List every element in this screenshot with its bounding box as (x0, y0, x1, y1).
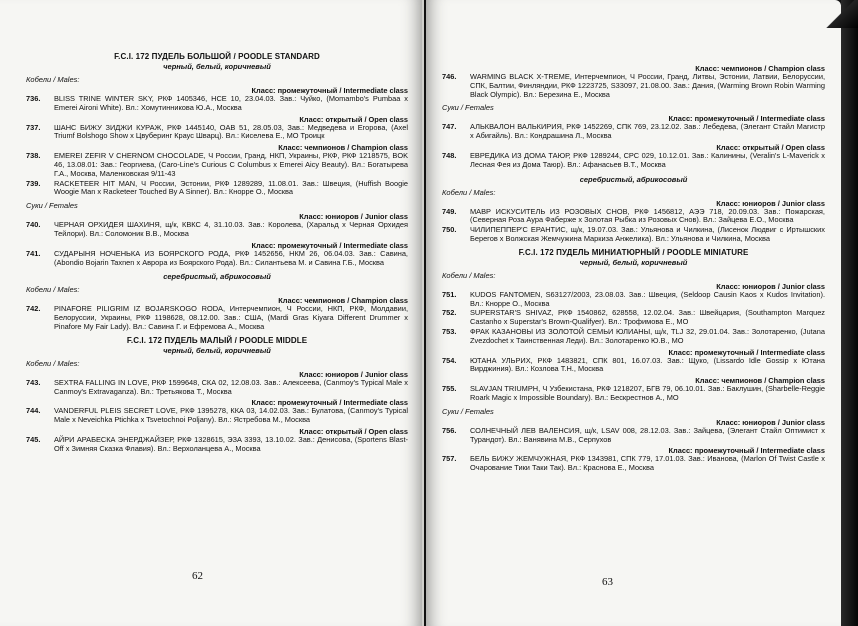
entry-number: 744. (26, 406, 41, 416)
catalog-entry (442, 152, 825, 170)
entry-number: 750. (442, 225, 457, 235)
catalog-entry (26, 221, 408, 239)
class-heading: Класс: юниоров / Junior class (716, 281, 825, 291)
class-heading: Класс: чемпионов / Champion class (695, 64, 825, 73)
entry-number: 751. (442, 289, 457, 299)
catalog-entry (26, 250, 408, 268)
class-heading: Класс: юниоров / Junior class (716, 198, 825, 208)
catalog-entry (442, 309, 825, 327)
entry-text: PINAFORE PILIGRIM IZ BOJARSKOGO RODA, Интерчемпион, Ч России, НКП, РКФ, Молдавии, Белоруссии, Украины, РКФ 1198628, 08.12.00. Зав.: США, (Mardi Gras Kiyara Different Drummer x Pinafore My Fair Lady). Вл.: Савина Г. и Ефремова А., Москва (54, 304, 408, 331)
left-page-content (26, 52, 408, 454)
entry-text: WARMING BLACK X-TREME, Интерчемпион, Ч России, Гранд, Литвы, Эстонии, Латвии, Белоруссии, СПК, Балтии, Финляндии, РКФ 1223725, S33097, 21.08.00. Зав.: Дания, (Warming Brown Robin Warming Black Olympic). Вл.: Березина Е., Москва (470, 72, 825, 99)
entry-number: 738. (26, 151, 41, 161)
sex-heading: Кобели / Males: (26, 285, 80, 295)
class-heading: Класс: промежуточный / Intermediate class (668, 347, 825, 357)
entry-number: 740. (26, 220, 41, 230)
catalog-entry (442, 226, 825, 244)
right-page (426, 0, 841, 626)
sex-heading: Кобели / Males: (26, 358, 80, 368)
catalog-entry (26, 436, 408, 454)
breed-section-title: F.C.I. 172 ПУДЕЛЬ МИНИАТЮРНЫЙ / POODLE MINIATURE (518, 247, 749, 257)
catalog-entry (442, 427, 825, 445)
breed-colors-subtitle: черный, белый, коричневый (163, 345, 271, 355)
entry-number: 755. (442, 384, 457, 394)
entry-number: 746. (442, 72, 457, 81)
class-heading: Класс: промежуточный / Intermediate class (251, 240, 408, 250)
catalog-entry (26, 407, 408, 425)
catalog-entry (26, 379, 408, 397)
sex-heading: Суки / Females (442, 103, 494, 113)
class-heading: Класс: промежуточный / Intermediate class (251, 86, 408, 95)
catalog-entry (26, 180, 408, 198)
entry-number: 747. (442, 122, 457, 132)
entry-text: BLISS TRINE WINTER SKY, РКФ 1405346, HCE 10, 23.04.03. Зав.: Чуйко, (Momambo's Pumbaa x Emerei Aironi White). Вл.: Хомутинникова Ю.А., Москва (54, 94, 408, 112)
entry-number: 742. (26, 304, 41, 314)
entry-number: 745. (26, 434, 41, 444)
catalog-entry (26, 152, 408, 178)
entry-text: ЮТАНА УЛЬРИХ, РКФ 1483821, СПК 801, 16.07.03. Зав.: Щуко, (Lissardo Idle Gossip x Ютана Вирджиния). Вл.: Козлова Т.Н., Москва (470, 355, 825, 374)
breed-section-title: F.C.I. 172 ПУДЕЛЬ БОЛЬШОЙ / POODLE STANDARD (114, 52, 320, 61)
entry-number: 748. (442, 150, 457, 160)
entry-text: SUPERSTAR'S SHIVAZ, РКФ 1540862, 628558, 12.02.04. Зав.: Швейцария, (Southampton Marquez Castanho x Superstar's Brown-Qualifyer). Вл.: Трофимова Е., МО (470, 308, 825, 327)
class-heading: Класс: открытый / Open class (716, 142, 825, 152)
entry-text: МАВР ИСКУСИТЕЛЬ ИЗ РОЗОВЫХ СНОВ, РКФ 1456812, АЭЭ 718, 20.09.03. Зав.: Пожарская, (Северная Роза Аура Фаберже x Золотая Рыбка из Розовых Снов). Вл.: Зайцева Е.О., Москва (470, 206, 825, 225)
entry-text: ЧИЛИПЕППЕР'С ЕРАНТИС, щ/к, 19.07.03. Зав.: Ульянова и Чилкина, (Лисенок Людвиг с Иртышских Берегов x Волжская Жемчужина Маркиза Анжелика). Вл.: Ульянова и Чилкина, Москва (470, 225, 825, 243)
sex-heading: Кобели / Males: (442, 187, 496, 197)
catalog-entry (442, 357, 825, 375)
entry-text: EMEREI ZEFIR V CHERNOM CHOCOLADE, Ч России, Гранд, НКП, Украины, РКФ, РКФ 1218575, BOK 46, 13.08.01: Зав.: Георгиева, (Caro-Line's Curious C Columbus x Emerei Aicy Beauty). Вл.: Богатырева Г.А., Москва, Маленковская 9/11-43 (54, 151, 408, 178)
entry-text: VANDERFUL PLEIS SECRET LOVE, РКФ 1395278, ККА 03, 14.02.03. Зав.: Булатова, (Canmoy's Typical Male x Neveichka Ptichka x Tsvetochnoi Poljany). Вл.: Ястребова М., Москва (54, 406, 408, 425)
class-heading: Класс: промежуточный / Intermediate class (668, 114, 825, 124)
entry-text: ЧЕРНАЯ ОРХИДЕЯ ШАХИНЯ, щ/к, КВКС 4, 31.10.03. Зав.: Королева, (Харальд x Черная Орхидея Тейлори). Вл.: Соломоник В.В., Москва (54, 220, 408, 238)
entry-text: SLAVJAN TRIUMPH, Ч Узбекистана, РКФ 1218207, БГВ 79, 06.10.01. Зав.: Баклушин, (Sharbelle-Reggie Roark Magic x Impossible Boundary). Вл.: Бескрестнов А., МО (470, 384, 825, 402)
entry-number: 756. (442, 425, 457, 435)
catalog-entry (442, 73, 825, 99)
sex-heading: Кобели / Males: (442, 270, 496, 280)
book-edge-shadow (841, 0, 858, 626)
entry-number: 741. (26, 248, 41, 258)
entry-number: 754. (442, 355, 457, 365)
catalog-entry (442, 123, 825, 141)
catalog-entry (442, 385, 825, 403)
sex-heading: Кобели / Males: (26, 75, 80, 84)
sex-heading: Суки / Females (26, 201, 78, 211)
entry-text: SEXTRA FALLING IN LOVE, РКФ 1599648, СКА 02, 12.08.03. Зав.: Алексеева, (Canmoy's Typical Male x Canmoy's Extravaganza). Вл.: Третьякова Т., Москва (54, 377, 408, 396)
catalog-entry (442, 328, 825, 346)
class-heading: Класс: юниоров / Junior class (716, 417, 825, 427)
page-corner-fold (824, 0, 858, 28)
entry-text: ФРАК КАЗАНОВЫ ИЗ ЗОЛОТОЙ СЕМЬИ ЮЛИАНЫ, щ/к, TLJ 32, 29.01.04. Зав.: Золотаренко, (Jutana Zvezdochet x Таинственная Леди). Вл.: Золотаренко Ю.В., МО (470, 326, 825, 345)
class-heading: Класс: открытый / Open class (299, 114, 408, 124)
entry-number: 736. (26, 94, 41, 103)
entry-number: 752. (442, 308, 457, 318)
catalog-entry (442, 455, 825, 473)
catalog-entry (26, 305, 408, 331)
catalog-entry (26, 95, 408, 113)
class-heading: Класс: промежуточный / Intermediate class (668, 446, 825, 456)
entry-text: БЕЛЬ БИЖУ ЖЕМЧУЖНАЯ, РКФ 1343981, СПК 779, 17.01.03. Зав.: Иванова, (Marlon Of Twist Castle x Очарование Тики Таки Так). Вл.: Краснова Е., Москва (470, 454, 825, 473)
class-heading: Класс: промежуточный / Intermediate class (251, 398, 408, 408)
class-heading: Класс: чемпионов / Champion class (278, 296, 408, 306)
entry-number: 737. (26, 122, 41, 132)
breed-colors-subtitle: черный, белый, коричневый (579, 257, 688, 267)
entry-text: KUDOS FANTOMEN, S63127/2003, 23.08.03. Зав.: Швеция, (Seldoop Causin Kaos x Kudos Invitation). Вл.: Кнорре О., Москва (470, 289, 825, 308)
left-page (0, 0, 424, 626)
class-heading: Класс: чемпионов / Champion class (278, 143, 408, 153)
entry-number: 739. (26, 178, 41, 188)
class-heading: Класс: юниоров / Junior class (299, 369, 408, 379)
color-group-heading: серебристый, абрикосовый (163, 272, 271, 282)
breed-section-title: F.C.I. 172 ПУДЕЛЬ МАЛЫЙ / POODLE MIDDLE (126, 335, 308, 345)
entry-text: СУДАРЫНЯ НОЧЕНЬКА ИЗ БОЯРСКОГО РОДА, РКФ 1452656, НКМ 26, 06.04.03. Зав.: Савина, (Abondio Bojarin Taxnen x Аврора из Боярского Рода). Вл.: Силантьева М. и Савина Г.Б., Москва (54, 248, 408, 267)
breed-colors-subtitle: черный, белый, коричневый (163, 62, 271, 71)
catalog-entry (442, 208, 825, 226)
class-heading: Класс: юниоров / Junior class (299, 212, 408, 222)
catalog-entry (26, 124, 408, 142)
entry-text: СОЛНЕЧНЫЙ ЛЕВ ВАЛЕНСИЯ, щ/к, LSAV 008, 28.12.03. Зав.: Зайцева, (Элегант Стайл Оптимист x Турандот). Вл.: Ванявина М.В., Серпухов (470, 425, 825, 444)
left-page-number: 62 (192, 570, 203, 582)
entry-text: ШАНС БИЖУ ЗИДЖИ КУРАЖ, РКФ 1445140, OAB 51, 28.05.03, Зав.: Медведева и Егорова, (Axel Triumf Bolshogo Show x Цвуберинг Краус Шварц). Вл.: Киселева Е., МО Троицк (54, 122, 408, 141)
entry-number: 757. (442, 454, 457, 464)
class-heading: Класс: открытый / Open class (299, 426, 408, 436)
entry-text: АЙРИ АРАБЕСКА ЭНЕРДЖАЙЗЕР, РКФ 1328615, ЭЗА 3393, 13.10.02. Зав.: Денисова, (Sportens Blast-Off x Зимняя Сказка Флавия). Вл.: Верхоланцева А., Москва (54, 434, 408, 453)
right-page-content (442, 64, 825, 473)
entry-text: АЛЬКВАЛОН ВАЛЬКИРИЯ, РКФ 1452269, СПК 769, 23.12.02. Зав.: Лебедева, (Элегант Стайл Магистр x Абигайль). Вл.: Кондрашина Л., Москва (470, 122, 825, 141)
catalog-entry (442, 291, 825, 309)
entry-text: ЕВРЕДИКА ИЗ ДОМА ТАЮР, РКФ 1289244, СРС 029, 10.12.01. Зав.: Калинины, (Veralin's L-Maverick x Лесная Фея из Дома Таюр). Вл.: Афанасьев В.Т., Москва (470, 150, 825, 169)
class-heading: Класс: чемпионов / Champion class (695, 376, 825, 386)
entry-number: 743. (26, 377, 41, 387)
entry-number: 753. (442, 326, 457, 336)
entry-number: 749. (442, 206, 457, 216)
color-group-heading: серебристый, абрикосовый (579, 174, 688, 184)
entry-text: RACKETEER HIT MAN, Ч России, Эстонии, РКФ 1289289, 11.08.01. Зав.: Швеция, (Huffish Boogie Woogie Man x Racketeer Touched By A Sinner). Вл.: Кнорре О., Москва (54, 178, 408, 197)
right-page-number: 63 (602, 576, 613, 588)
sex-heading: Суки / Females (442, 406, 494, 416)
